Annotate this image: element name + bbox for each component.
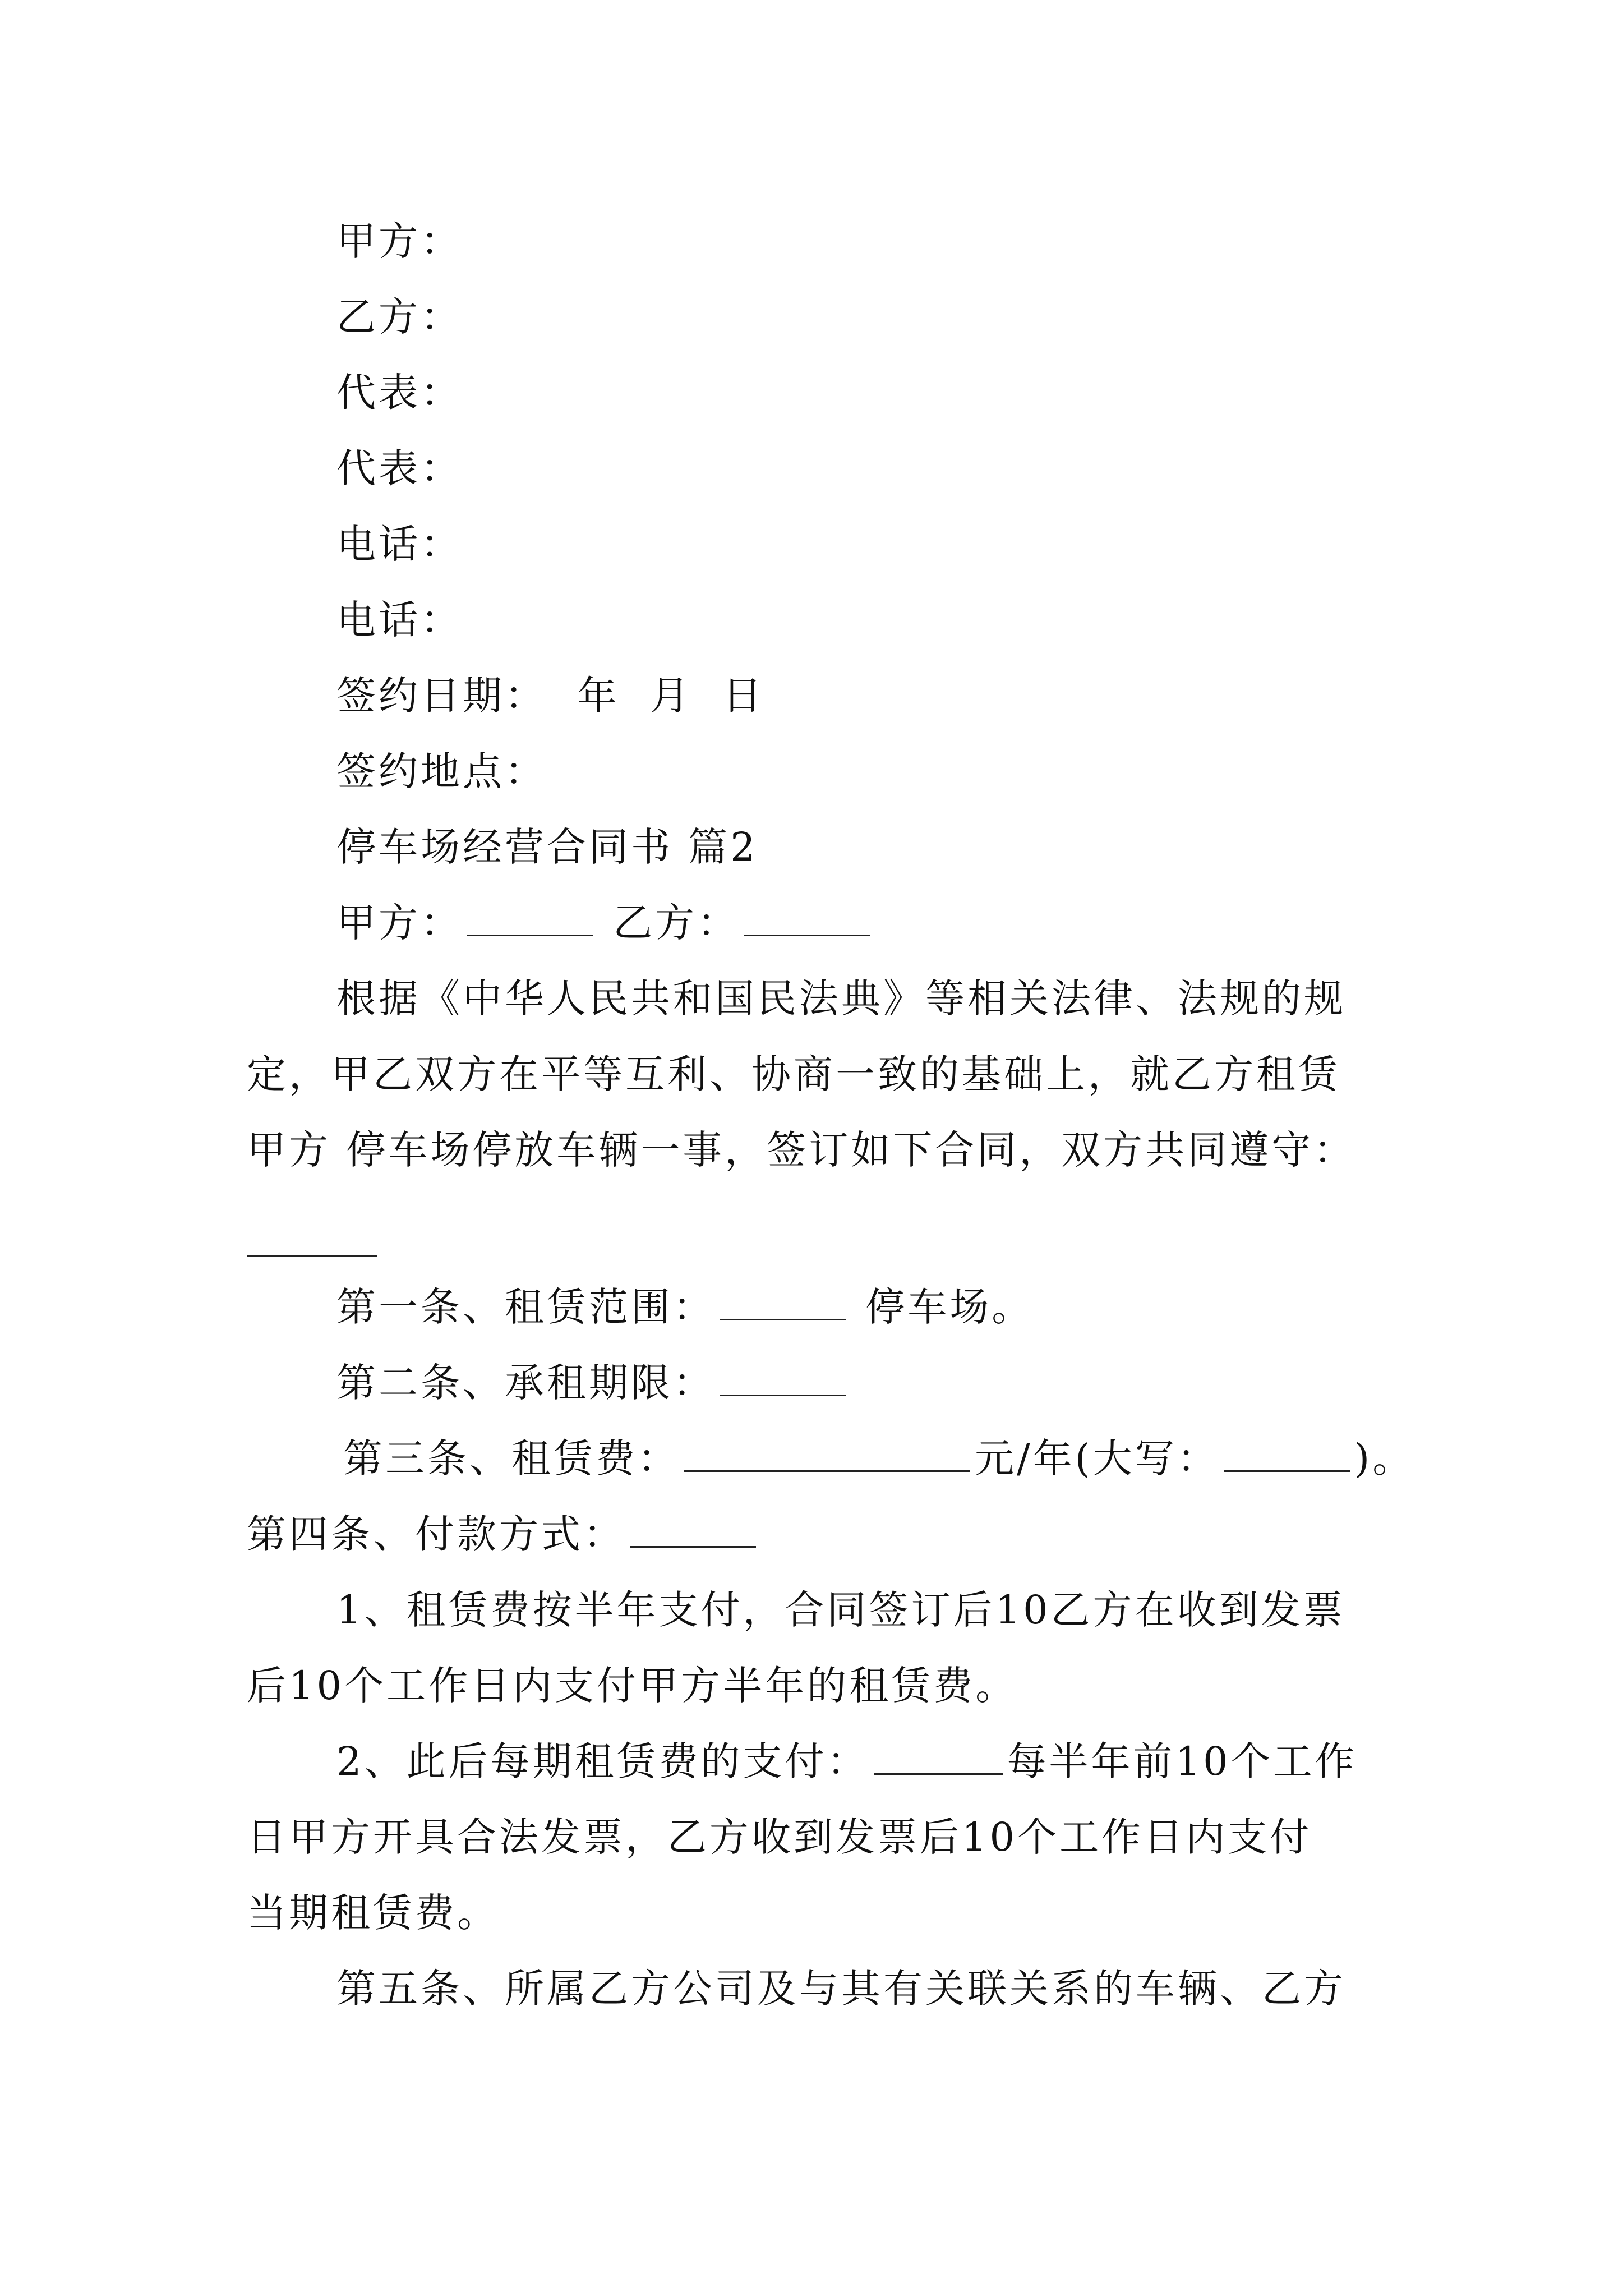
party-b-blank	[744, 902, 870, 936]
standalone-blank	[247, 1255, 377, 1257]
article-3-label: 第三条、租赁费：	[343, 1435, 680, 1481]
clause-1-line-1: 1、租赁费按半年支付，合同签订后10乙方在收到发票	[336, 1587, 1345, 1633]
phone-a-label: 电话：	[336, 521, 463, 567]
article-2-blank	[720, 1362, 846, 1396]
phone-b-label: 电话：	[336, 597, 463, 643]
article-3-amount-blank	[684, 1438, 970, 1472]
party-a-label-2: 甲方：	[336, 900, 463, 946]
article-1-suffix: 停车场。	[865, 1284, 1034, 1330]
intro-line-2: 定，甲乙双方在平等互利、协商一致的基础上，就乙方租赁	[247, 1051, 1340, 1097]
intro-line-3: 甲方 停车场停放车辆一事，签订如下合同，双方共同遵守：	[247, 1127, 1356, 1173]
article-2-label: 第二条、承租期限：	[336, 1360, 715, 1406]
section-title: 停车场经营合同书 篇2	[336, 824, 758, 870]
article-4-label: 第四条、付款方式：	[247, 1511, 625, 1557]
intro-line-1: 根据《中华人民共和国民法典》等相关法律、法规的规	[336, 976, 1346, 1022]
article-4	[247, 1509, 760, 1559]
party-b-label-2: 乙方：	[613, 900, 740, 946]
clause-2-prefix: 2、此后每期租赁费的支付：	[336, 1738, 869, 1784]
sign-place-line: 签约地点：	[336, 748, 547, 794]
clause-2-line-2: 日甲方开具合法发票，乙方收到发票后10个工作日内支付	[247, 1814, 1312, 1860]
clause-2-line-1	[336, 1736, 1357, 1787]
clause-2-blank	[874, 1741, 1003, 1775]
article-3-mid: 元/年(大写：	[975, 1435, 1219, 1481]
representative-a-label: 代表：	[336, 370, 463, 416]
clause-1-line-2: 后10个工作日内支付甲方半年的租赁费。	[247, 1663, 1018, 1709]
clause-2-line-3: 当期租赁费。	[247, 1890, 499, 1936]
sign-date-line: 签约日期： 年 月 日	[336, 673, 765, 719]
party-a-blank	[467, 902, 593, 936]
article-5: 第五条、所属乙方公司及与其有关联关系的车辆、乙方	[336, 1966, 1346, 2012]
article-3-capital-blank	[1224, 1438, 1350, 1472]
article-3-suffix: )。	[1354, 1435, 1415, 1481]
article-4-blank	[630, 1513, 756, 1548]
party-b-label: 乙方：	[336, 294, 463, 340]
article-1-blank	[720, 1286, 846, 1320]
article-1	[336, 1282, 1034, 1332]
representative-b-label: 代表：	[336, 445, 463, 491]
article-2	[336, 1358, 850, 1408]
parties-line	[336, 898, 874, 948]
article-1-label: 第一条、租赁范围：	[336, 1284, 715, 1330]
article-3	[343, 1433, 1414, 1484]
party-a-label: 甲方：	[336, 218, 463, 264]
clause-2-suffix: 每半年前10个工作	[1007, 1738, 1357, 1784]
